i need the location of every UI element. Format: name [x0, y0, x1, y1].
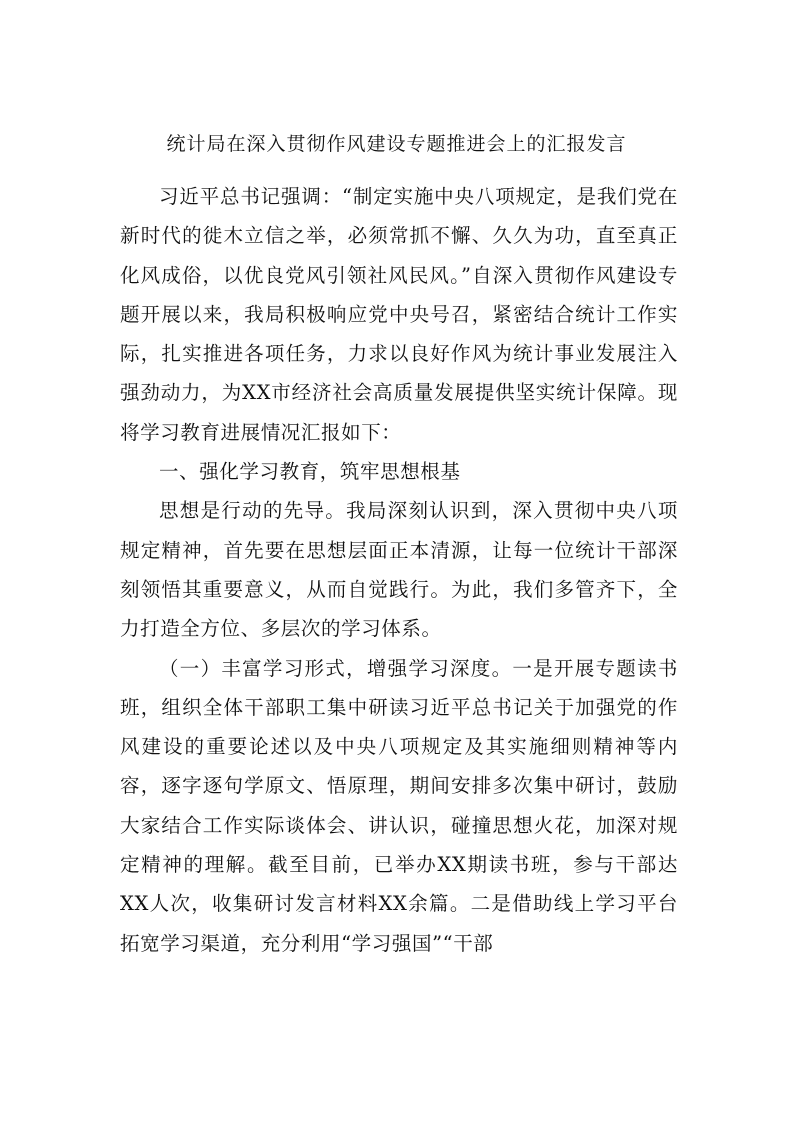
- paragraph-intro: 习近平总书记强调：“制定实施中央八项规定，是我们党在新时代的徙木立信之举，必须常抓不懈、久久为功，直至真正化风成俗，以优良党风引领社风民风。”自深入贯彻作风建设专题开展以来，我局积极响应党中央号召，紧密结合统计工作实际，扎实推进各项任务，力求以良好作风为统计事业发展注入强劲动力，为XX市经济社会高质量发展提供坚实统计保障。现将学习教育进展情况汇报如下：: [120, 185, 678, 444]
- document-body: [120, 177, 678, 963]
- paragraph-subsection-1: （一）丰富学习形式，增强学习深度。一是开展专题读书班，组织全体干部职工集中研读习近平总书记关于加强党的作风建设的重要论述以及中央八项规定及其实施细则精神等内容，逐字逐句学原文、悟原理，期间安排多次集中研讨，鼓励大家结合工作实际谈体会、讲认识，碰撞思想火花，加深对规定精神的理解。截至目前，已举办XX期读书班，参与干部达XX人次，收集研讨发言材料XX余篇。二是借助线上学习平台拓宽学习渠道，充分利用“学习强国”“干部: [120, 656, 678, 955]
- document-title: 统计局在深入贯彻作风建设专题推进会上的汇报发言: [166, 133, 627, 155]
- paragraph-section-1-intro: 思想是行动的先导。我局深刻认识到，深入贯彻中央八项规定精神，首先要在思想层面正本清源，让每一位统计干部深刻领悟其重要意义，从而自觉践行。为此，我们多管齐下，全力打造全方位、多层次的学习体系。: [120, 499, 678, 641]
- section-heading-1: 一、强化学习教育，筑牢思想根基: [159, 460, 461, 484]
